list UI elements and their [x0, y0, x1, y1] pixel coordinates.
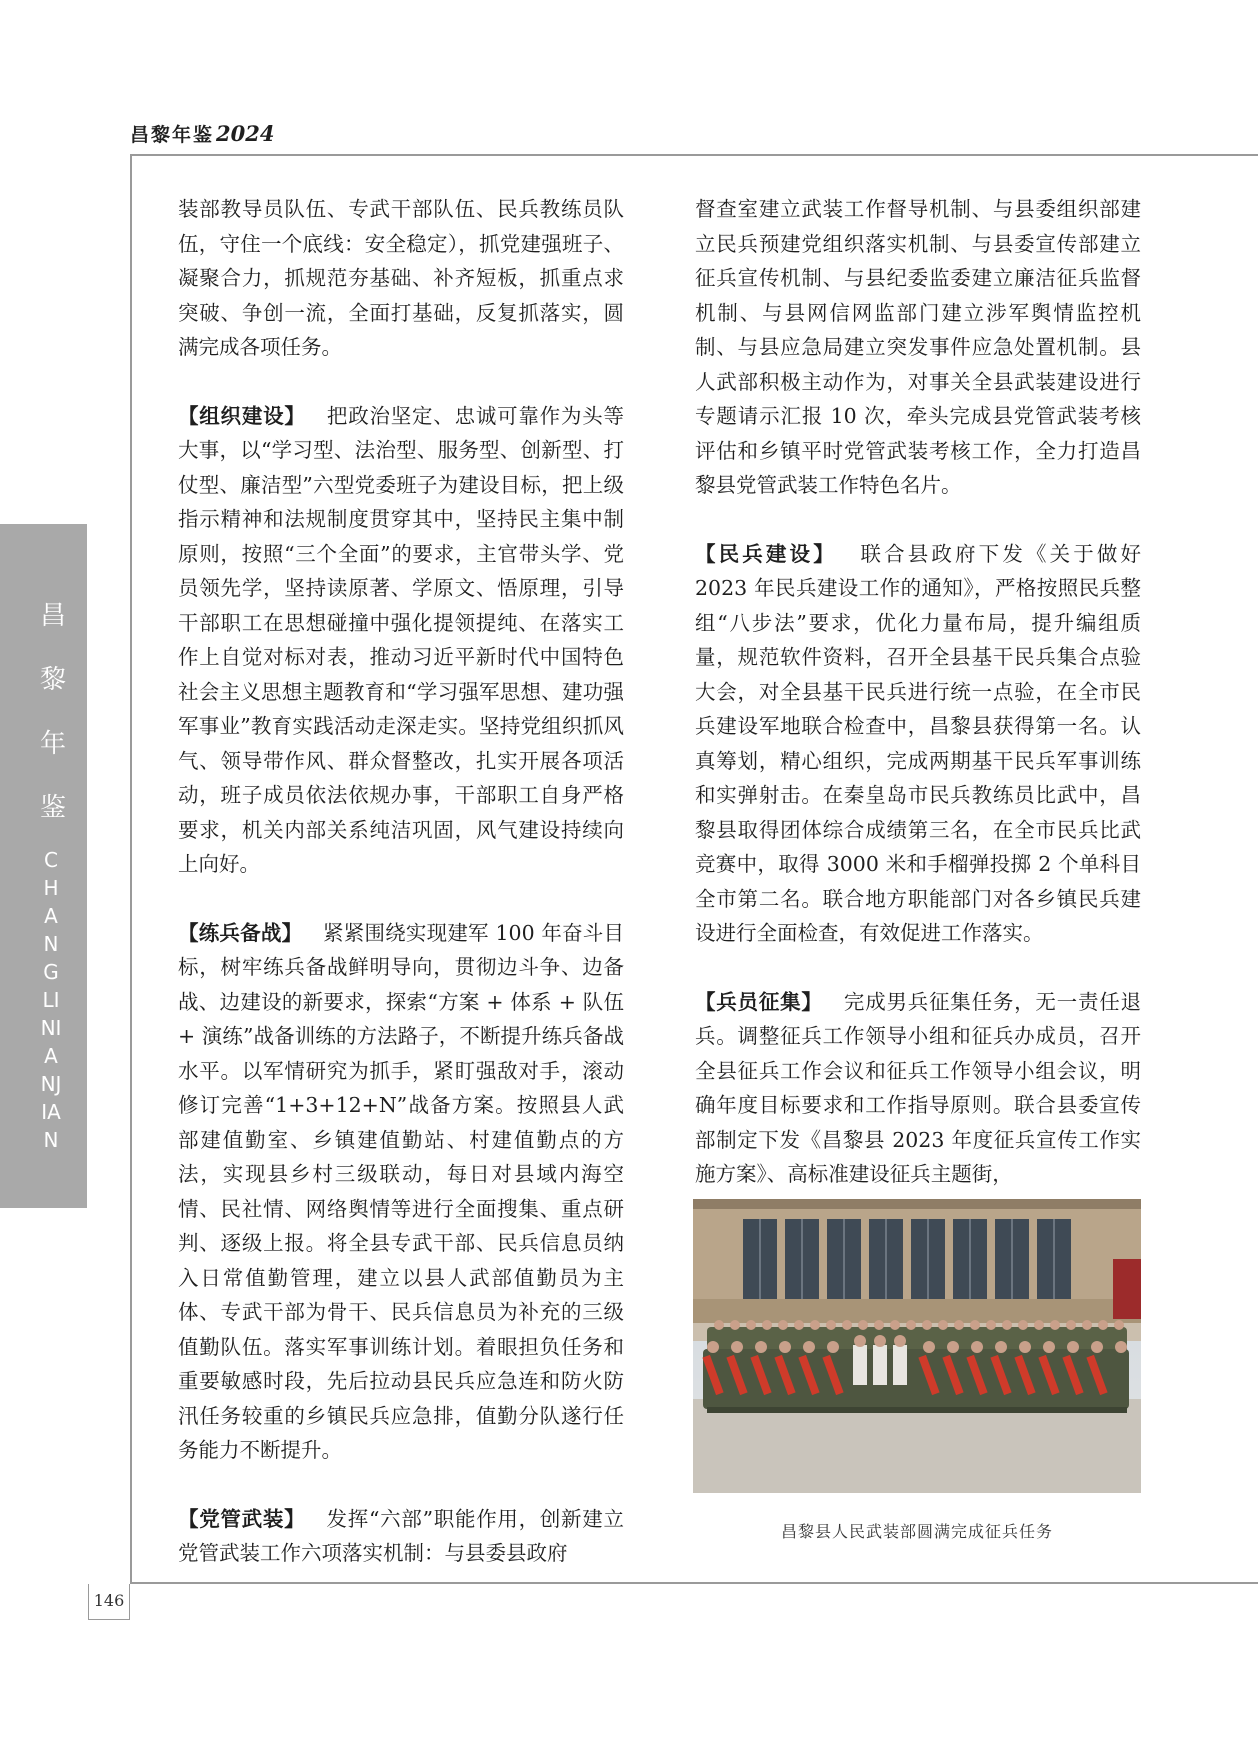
header-title: 昌黎年鉴	[130, 124, 215, 146]
section-heading: 【兵员征集】	[695, 989, 823, 1014]
frame-left-rule	[130, 154, 132, 1584]
section-body: 完成男兵征集任务，无一责任退兵。调整征兵工作领导小组和征兵办成员，召开全县征兵工作会议和征兵工作领导小组会议，明确年度目标要求和工作指导原则。联合县委宣传部制定下发《昌黎县 2023 年度征兵宣传工作实施方案》、高标准建设征兵主题街，	[695, 989, 1142, 1186]
side-char: 年	[40, 729, 67, 759]
section-militia	[695, 537, 1141, 951]
left-column	[178, 192, 624, 1605]
header-year: 2024	[216, 121, 275, 146]
right-intro-paragraph: 督查室建立武装工作督导机制、与县委组织部建立民兵预建党组织落实机制、与县委宣传部建立征兵宣传机制、与县纪委监委建立廉洁征兵监督机制、与县网信网监部门建立涉军舆情监控机制、与县应急局建立突发事件应急处置机制。县人武部积极主动作为，对事关全县武装建设进行专题请示汇报 10 次，牵头完成县党管武装考核评估和乡镇平时党管武装考核工作，全力打造昌黎县党管武装工作特色名片。	[695, 197, 1141, 497]
section-party-armed	[178, 1502, 624, 1571]
page-number: 146	[88, 1584, 130, 1620]
side-tab	[0, 524, 87, 1208]
side-char: 黎	[40, 665, 67, 695]
side-tab-pinyin: CHANGLINIANJIAN	[40, 848, 62, 1152]
section-body: 发挥“六部”职能作用，创新建立党管武装工作六项落实机制：与县委县政府	[178, 1506, 624, 1565]
section-training	[178, 916, 624, 1468]
running-header	[130, 120, 274, 147]
section-heading: 【组织建设】	[178, 403, 306, 428]
side-char: 鉴	[40, 793, 67, 823]
right-column	[695, 192, 1141, 1226]
section-heading: 【练兵备战】	[178, 920, 303, 945]
section-body: 把政治坚定、忠诚可靠作为头等大事，以“学习型、法治型、服务型、创新型、打仗型、廉洁型”六型党委班子为建设目标，把上级指示精神和法规制度贯穿其中，坚持民主集中制原则，按照“三个全面”的要求，主官带头学、党员领先学，坚持读原著、学原文、悟原理，引导干部职工在思想碰撞中强化提领提纯、在落实工作上自觉对标对表，推动习近平新时代中国特色社会主义思想主题教育和“学习强军思想、建功强军事业”教育实践活动走深走实。坚持党组织抓风气、领导带作风、群众督整改，扎实开展各项活动，班子成员依法依规办事，干部职工自身严格要求，机关内部关系纯洁巩固，风气建设持续向上向好。	[178, 403, 625, 876]
side-tab-chinese	[40, 584, 67, 840]
frame-top-rule	[130, 154, 1258, 156]
section-heading: 【党管武装】	[178, 1506, 306, 1531]
left-intro-paragraph: 装部教导员队伍、专武干部队伍、民兵教练员队伍，守住一个底线：安全稳定），抓党建强班子、凝聚合力，抓规范夯基础、补齐短板，抓重点求突破、争创一流，全面打基础，反复抓落实，圆满完成各项任务。	[178, 197, 624, 359]
group-photo	[693, 1199, 1141, 1493]
section-heading: 【民兵建设】	[695, 541, 837, 566]
section-body: 联合县政府下发《关于做好 2023 年民兵建设工作的通知》，严格按照民兵整组“八步法”要求，优化力量布局，提升编组质量，规范软件资料，召开全县基干民兵集合点验大会，对全县基干民兵进行统一点验，在全市民兵建设军地联合检查中，昌黎县获得第一名。认真筹划，精心组织，完成两期基干民兵军事训练和实弹射击。在秦皇岛市民兵教练员比武中，昌黎县取得团体综合成绩第三名，在全市民兵比武竞赛中，取得 3000 米和手榴弹投掷 2 个单科目全市第二名。联合地方职能部门对各乡镇民兵建设进行全面检查，有效促进工作落实。	[695, 541, 1142, 945]
section-recruitment	[695, 985, 1141, 1192]
section-organization	[178, 399, 624, 882]
photo-caption: 昌黎县人民武装部圆满完成征兵任务	[780, 1522, 1053, 1541]
group-photo-illustration	[693, 1199, 1141, 1493]
side-char: 昌	[40, 601, 67, 631]
section-body: 紧紧围绕实现建军 100 年奋斗目标，树牢练兵备战鲜明导向，贯彻边斗争、边备战、边建设的新要求，探索“方案 + 体系 + 队伍 + 演练”战备训练的方法路子，不断提升练兵备战水平。以军情研究为抓手，紧盯强敌对手，滚动修订完善“1+3+12+N”战备方案。按照县人武部建值勤室、乡镇建值勤站、村建值勤点的方法，实现县乡村三级联动，每日对县域内海空情、民社情、网络舆情等进行全面搜集、重点研判、逐级上报。将全县专武干部、民兵信息员纳入日常值勤管理，建立以县人武部值勤员为主体、专武干部为骨干、民兵信息员为补充的三级值勤队伍。落实军事训练计划。着眼担负任务和重要敏感时段，先后拉动县民兵应急连和防火防汛任务较重的乡镇民兵应急排，值勤分队遂行任务能力不断提升。	[178, 920, 625, 1462]
